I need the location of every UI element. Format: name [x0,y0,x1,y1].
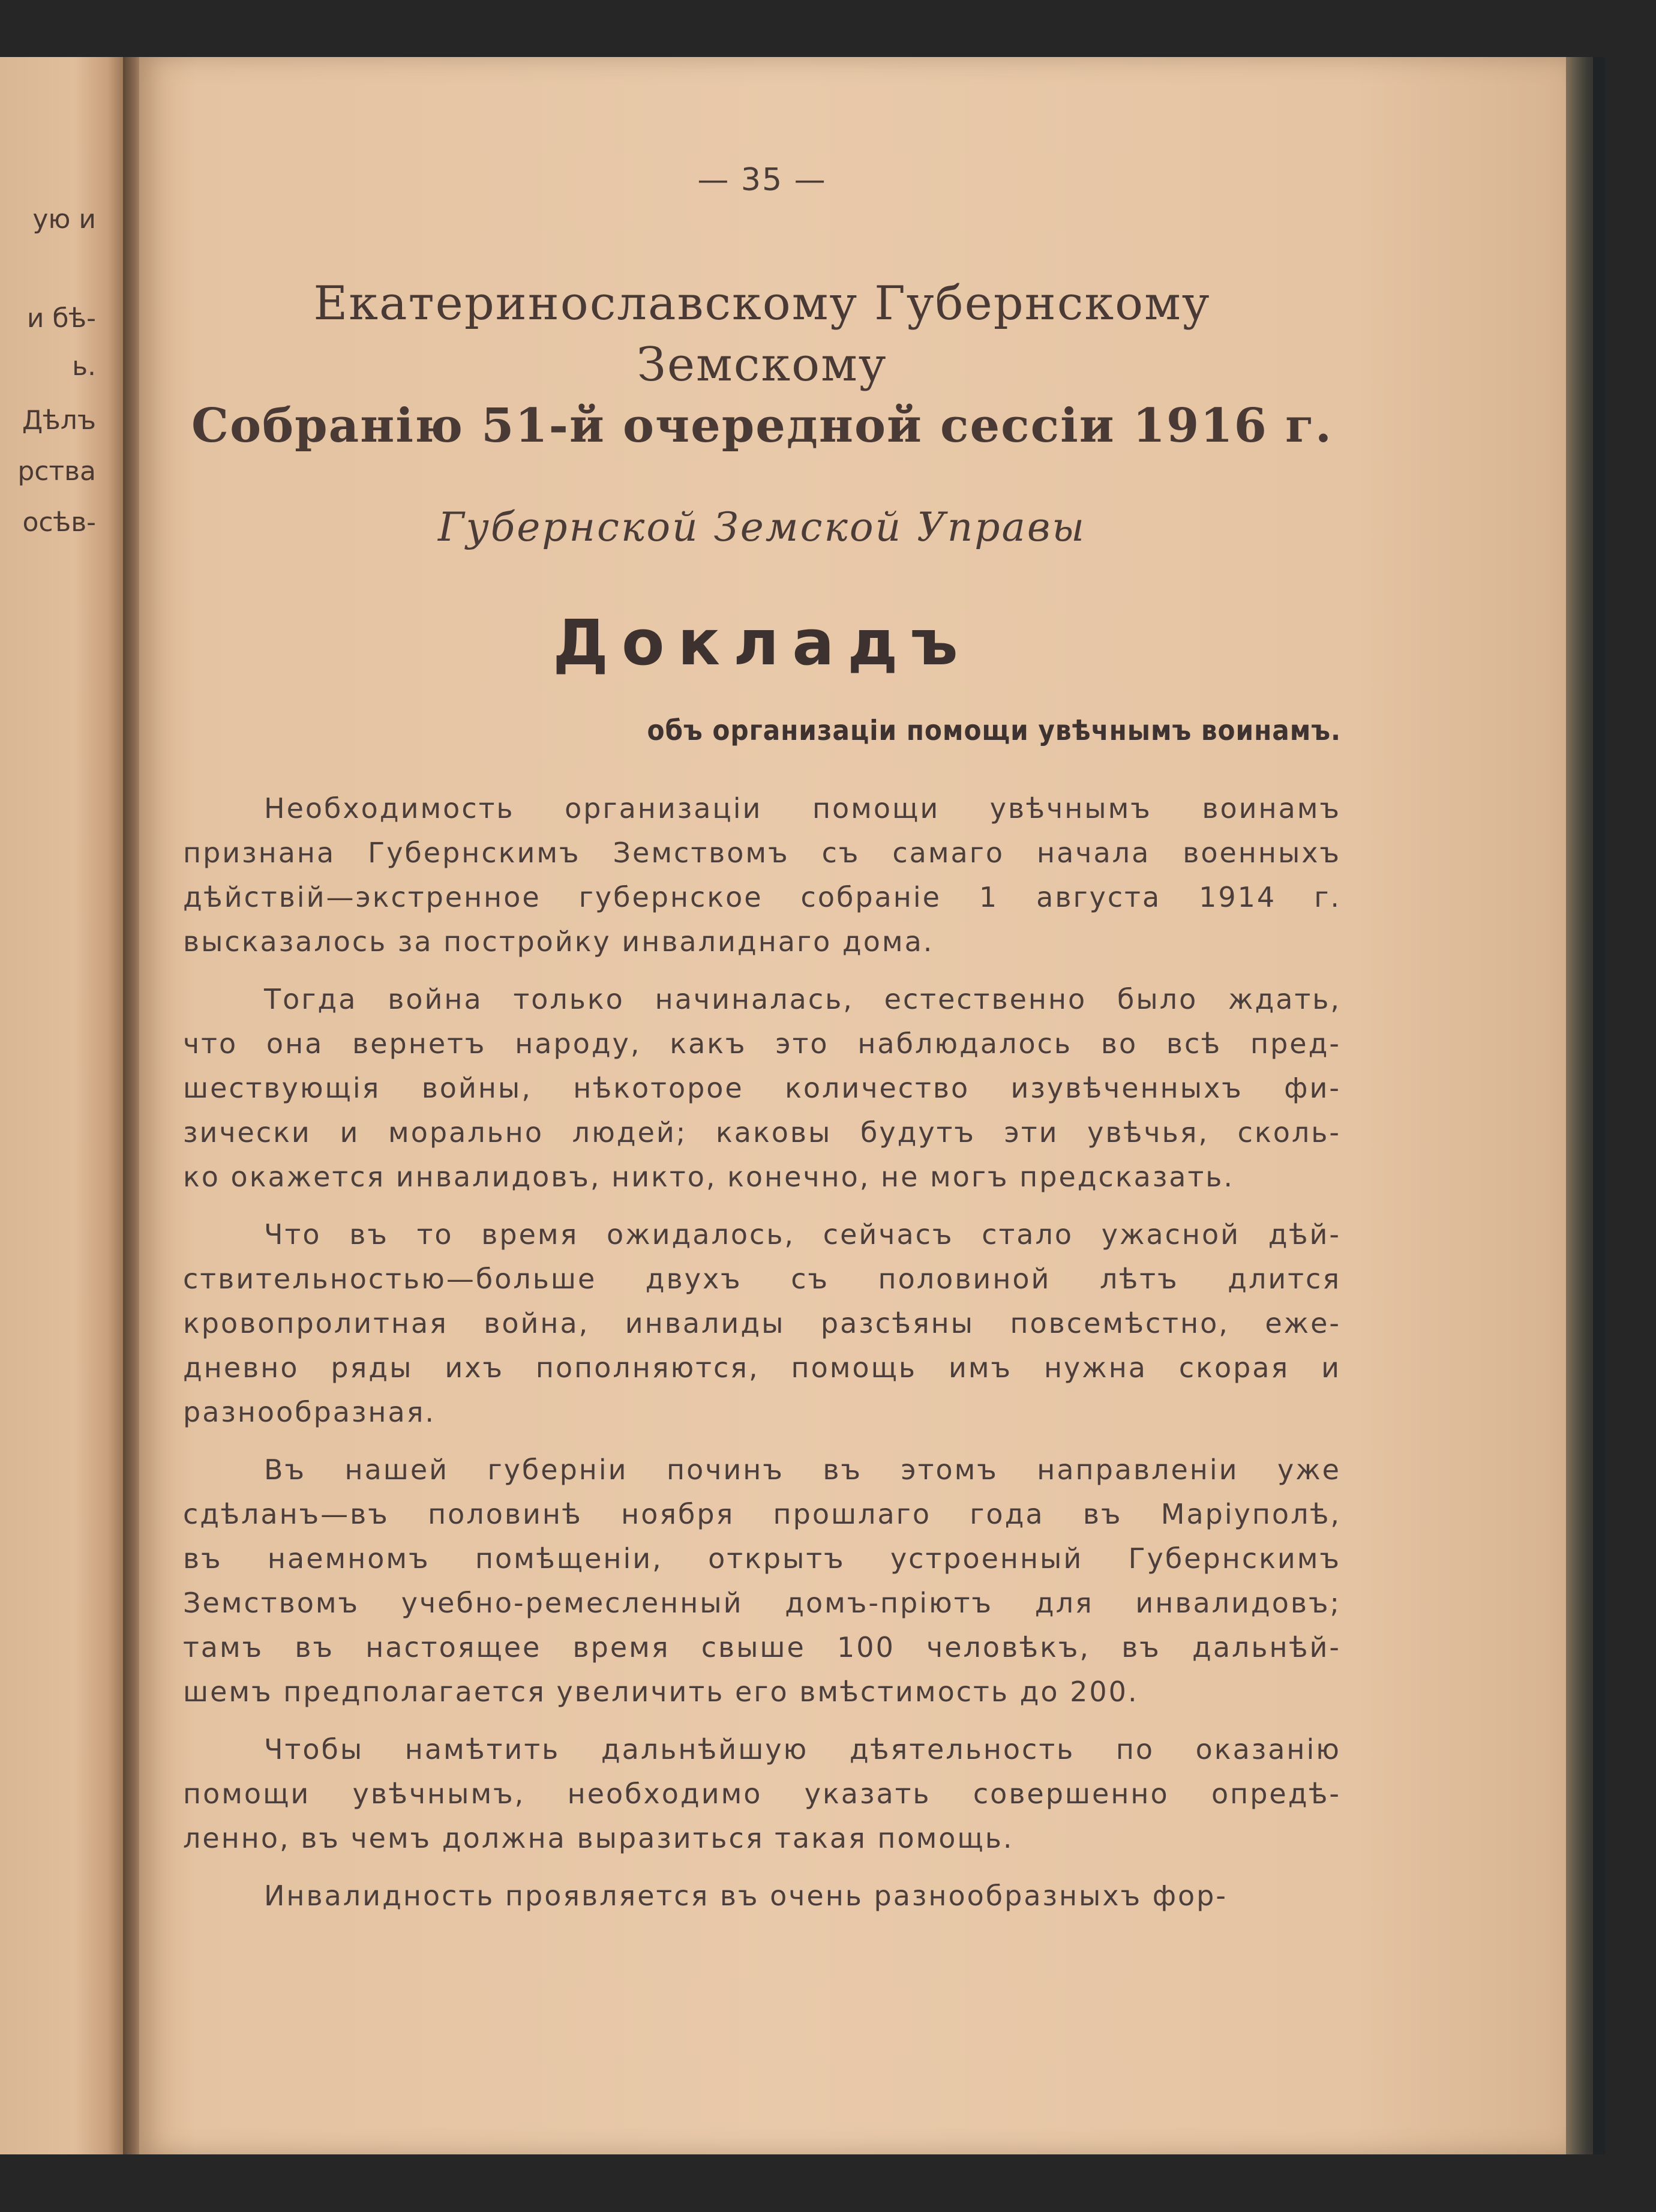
paragraph-line: шествующія войны, нѣкоторое количество изувѣченныхъ фи- [183,1072,1341,1104]
paragraph-line: дѣйствій—экстренное губернское собраніе 1 августа 1914 г. [183,881,1341,913]
report-heading: Докладъ [553,606,971,679]
paragraph-line: ленно, въ чемъ должна выразиться такая помощь. [183,1822,1014,1854]
paragraph [183,1447,1341,1714]
paragraph-line: зически и морально людей; каковы будутъ эти увѣчья, сколь- [183,1116,1341,1149]
report-body [183,786,1341,1931]
paragraph-line: Въ нашей губерніи починъ въ этомъ направленіи уже [264,1453,1341,1486]
paragraph-line: помощи увѣчнымъ, необходимо указать совершенно опредѣ- [183,1778,1341,1810]
page-edge-shadow [1593,57,1605,2154]
left-page-line: и бѣ- [26,303,96,334]
document-title [183,273,1341,457]
left-page-line: Дѣлъ [22,405,96,436]
paragraph-line: ствительностью—больше двухъ съ половиной лѣтъ длится [183,1263,1341,1295]
paragraph [183,786,1341,964]
paragraph-line: Земствомъ учебно-ремесленный домъ-пріютъ для инвалидовъ; [183,1587,1341,1619]
paragraph-line: въ наемномъ помѣщеніи, открытъ устроенный Губернскимъ [183,1542,1341,1575]
left-page-line: ь. [72,351,96,382]
paragraph-line: Что въ то время ожидалось, сейчасъ стало ужасной дѣй- [264,1218,1341,1251]
paragraph-line: ко окажется инвалидовъ, никто, конечно, не могъ предсказать. [183,1161,1234,1193]
page-number: — 35 — [697,162,827,198]
report-topic: объ организаціи помощи увѣчнымъ воинамъ. [647,714,1341,747]
left-page-line: осѣв- [22,507,96,538]
paragraph-line: дневно ряды ихъ пополняются, помощь имъ нужна скорая и [183,1351,1341,1384]
paragraph [183,1874,1341,1918]
paragraph-line: сдѣланъ—въ половинѣ ноября прошлаго года въ Маріуполѣ, [183,1498,1341,1530]
paragraph-line: Чтобы намѣтить дальнѣйшую дѣятельность по оказанію [264,1733,1341,1766]
paragraph-line: что она вернетъ народу, какъ это наблюдалось во всѣ пред- [183,1027,1341,1060]
paragraph-line: шемъ предполагается увеличить его вмѣстимость до 200. [183,1676,1139,1708]
paragraph-line: разнообразная. [183,1396,436,1428]
paragraph-line: высказалось за постройку инвалиднаго дома. [183,925,934,958]
left-page-line: ую и [32,204,96,235]
document-subtitle: Губернской Земской Управы [437,504,1087,550]
paragraph [183,977,1341,1199]
title-line-1: Екатеринославскому Губернскому Земскому [313,277,1211,392]
left-page-line: рства [17,456,96,487]
paragraph-line: тамъ въ настоящее время свыше 100 человѣкъ, въ дальнѣй- [183,1631,1341,1664]
paragraph-line: Тогда война только начиналась, естественно было ждать, [264,983,1341,1015]
paragraph [183,1727,1341,1860]
paragraph-line: Необходимость организаціи помощи увѣчнымъ воинамъ [264,792,1341,825]
paragraph [183,1212,1341,1434]
left-facing-page [0,57,135,2154]
paragraph-line: признана Губернскимъ Земствомъ съ самаго начала военныхъ [183,837,1341,869]
paragraph-line: Инвалидность проявляется въ очень разнообразныхъ фор- [264,1880,1228,1912]
paragraph-line: кровопролитная война, инвалиды разсѣяны повсемѣстно, еже- [183,1307,1341,1339]
title-line-2: Собранію 51-й очередной сессіи 1916 г. [191,398,1333,453]
